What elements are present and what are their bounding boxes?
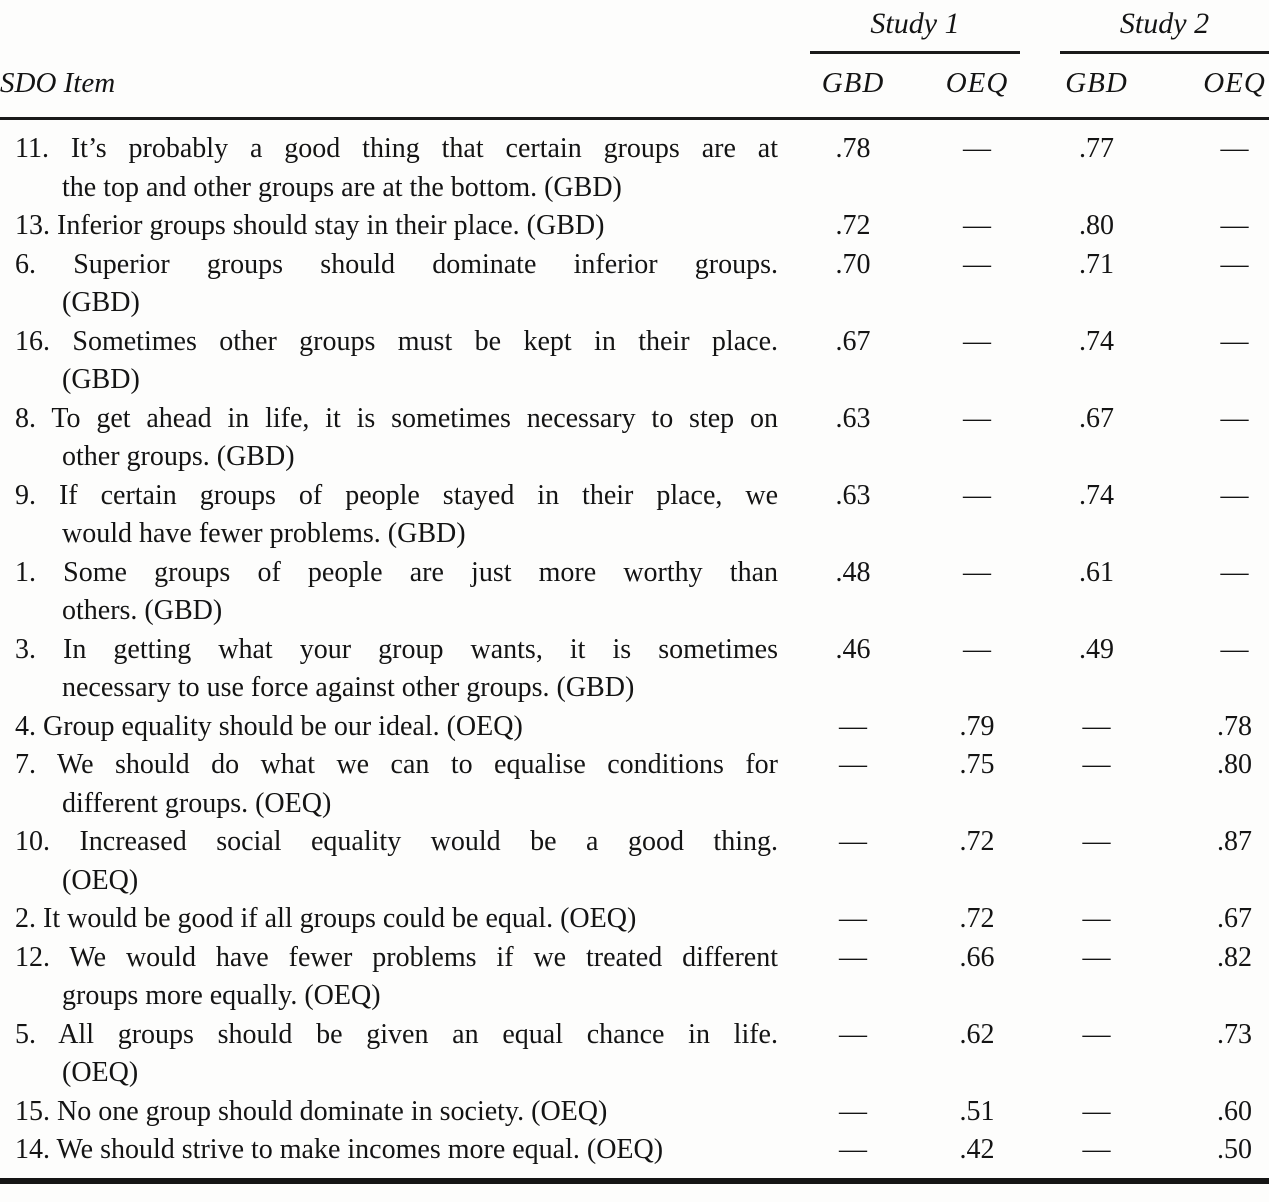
study1-label: Study 1 [870, 7, 960, 40]
item-line-first: 5. All groups should be given an equal chance in life. [15, 1018, 778, 1050]
item-line-first: 12. We would have fewer problems if we treated different [15, 941, 778, 973]
item-line-first: 11. It’s probably a good thing that certain groups are at [15, 133, 778, 164]
table-row [0, 939, 1269, 1016]
value-study2-gbd: .67 [1079, 402, 1114, 434]
value-study2-gbd: — [1082, 749, 1111, 780]
value-study1-oeq: .72 [959, 903, 995, 934]
item-line-first: 16. Sometimes other groups must be kept in their place. [15, 325, 778, 357]
study2-label: Study 2 [1119, 7, 1210, 40]
item-line-first: 7. We should do what we can to equalise conditions for [15, 749, 778, 780]
table-row [0, 746, 1269, 823]
value-study2-oeq: .80 [1217, 749, 1252, 780]
item-line-first: 2. It would be good if all groups could be equal. (OEQ) [15, 903, 637, 934]
table-row [0, 708, 1269, 747]
value-study1-oeq: — [963, 556, 991, 588]
sdo-item-text [0, 631, 790, 708]
value-study1-oeq: .62 [959, 1018, 995, 1050]
item-line-first: 9. If certain groups of people stayed in their place, we [15, 479, 778, 511]
study2-underline [1060, 6, 1269, 54]
value-study1-oeq: .66 [959, 941, 995, 973]
table-bottom-rule [0, 1178, 1269, 1184]
sdo-item-text [0, 119, 790, 208]
value-study2-gbd: .61 [1079, 556, 1114, 588]
value-study2-oeq: .82 [1217, 941, 1252, 973]
item-line-first: 4. Group equality should be our ideal. (OEQ) [15, 710, 523, 742]
value-study2-oeq: — [1220, 210, 1249, 241]
value-study2-oeq: — [1220, 479, 1249, 511]
item-line-first: 6. Superior groups should dominate inferior groups. [15, 248, 778, 280]
item-line-continuation: necessary to use force against other groups. (GBD) [62, 672, 635, 703]
sdo-item-text [0, 323, 790, 400]
sdo-item-text [0, 207, 790, 246]
sdo-item-text [0, 1016, 790, 1093]
table-row [0, 323, 1269, 400]
study1-underline [810, 6, 1020, 54]
value-study2-oeq: — [1220, 556, 1249, 588]
value-study2-oeq: .67 [1217, 903, 1252, 934]
value-study1-oeq: .72 [959, 826, 995, 857]
item-line-continuation: (OEQ) [62, 864, 139, 896]
value-study1-gbd: — [839, 941, 867, 973]
item-line-first: 13. Inferior groups should stay in their place. (GBD) [15, 210, 605, 241]
value-study1-gbd: .67 [835, 325, 871, 357]
item-line-continuation: the top and other groups are at the bottom. (GBD) [62, 171, 622, 203]
value-study1-gbd: .46 [835, 633, 871, 665]
table-row [0, 119, 1269, 208]
value-study1-gbd: — [839, 749, 867, 780]
value-study1-gbd: .78 [835, 133, 871, 164]
value-study2-gbd: .74 [1079, 325, 1114, 357]
sdo-item-text [0, 1093, 790, 1132]
study-header-spacer [0, 0, 790, 54]
table-row [0, 554, 1269, 631]
value-study1-gbd: — [839, 1018, 867, 1050]
value-study1-gbd: — [839, 1134, 867, 1165]
value-study1-oeq: — [963, 210, 991, 241]
sdo-item-text [0, 246, 790, 323]
item-line-continuation: groups more equally. (OEQ) [62, 980, 381, 1011]
value-study2-gbd: — [1082, 941, 1111, 973]
value-study2-oeq: .60 [1217, 1095, 1252, 1127]
value-study1-gbd: .70 [835, 248, 871, 280]
value-study1-oeq: — [963, 479, 991, 511]
value-study2-oeq: — [1220, 248, 1249, 280]
value-study1-oeq: — [963, 133, 991, 164]
value-study2-oeq: .50 [1217, 1134, 1252, 1165]
value-study2-gbd: — [1082, 903, 1111, 934]
item-line-continuation: would have fewer problems. (GBD) [62, 518, 466, 549]
sdo-item-text [0, 554, 790, 631]
value-study1-gbd: — [839, 710, 867, 742]
item-line-first: 15. No one group should dominate in society. (OEQ) [15, 1095, 608, 1127]
item-line-first: 3. In getting what your group wants, it is sometimes [15, 633, 778, 665]
value-study1-oeq: .51 [959, 1095, 995, 1127]
table-row [0, 207, 1269, 246]
value-study2-oeq: .87 [1217, 826, 1252, 857]
study2-header-cell [1038, 0, 1269, 54]
value-study2-oeq: — [1220, 402, 1249, 434]
column-header-row [0, 54, 1269, 119]
sdo-item-text [0, 939, 790, 1016]
value-study1-gbd: — [839, 903, 867, 934]
sdo-item-text [0, 746, 790, 823]
table-row [0, 823, 1269, 900]
value-study2-gbd: — [1082, 1018, 1111, 1050]
value-study2-oeq: — [1220, 325, 1249, 357]
value-study2-oeq: .78 [1217, 710, 1252, 742]
value-study1-gbd: .48 [835, 556, 871, 588]
sdo-item-column-header: SDO Item [0, 54, 790, 119]
item-line-continuation: (OEQ) [62, 1057, 139, 1088]
sdo-item-text [0, 900, 790, 939]
item-line-first: 1. Some groups of people are just more worthy than [15, 556, 778, 588]
study1-header-cell [790, 0, 1038, 54]
value-study2-oeq: .73 [1217, 1018, 1252, 1050]
value-study1-gbd: — [839, 1095, 867, 1127]
value-study1-gbd: .72 [835, 210, 871, 241]
value-study1-oeq: — [963, 633, 991, 665]
item-line-first: 10. Increased social equality would be a good thing. [15, 826, 778, 857]
value-study2-gbd: .74 [1079, 479, 1114, 511]
item-line-first: 14. We should strive to make incomes more equal. (OEQ) [15, 1134, 664, 1165]
value-study1-oeq: — [963, 325, 991, 357]
table-row [0, 477, 1269, 554]
value-study1-gbd: — [839, 826, 867, 857]
value-study2-oeq: — [1220, 133, 1249, 164]
value-study1-oeq: — [963, 402, 991, 434]
value-study2-gbd: .77 [1079, 133, 1114, 164]
value-study1-oeq: — [963, 248, 991, 280]
item-line-first: 8. To get ahead in life, it is sometimes necessary to step on [15, 402, 778, 434]
sdo-item-text [0, 708, 790, 747]
item-line-continuation: (GBD) [62, 364, 140, 395]
value-study1-oeq: .79 [959, 710, 995, 742]
table-row [0, 400, 1269, 477]
column-header-study2-oeq: OEQ [1155, 54, 1269, 119]
sdo-item-text [0, 477, 790, 554]
table-row [0, 246, 1269, 323]
table-row [0, 1016, 1269, 1093]
sdo-item-text [0, 823, 790, 900]
value-study1-gbd: .63 [835, 402, 871, 434]
value-study2-gbd: — [1082, 1134, 1111, 1165]
column-header-study1-gbd: GBD [790, 54, 916, 119]
sdo-item-text [0, 400, 790, 477]
sdo-item-text [0, 1131, 790, 1170]
item-line-continuation: different groups. (OEQ) [62, 787, 332, 819]
item-line-continuation: others. (GBD) [62, 595, 223, 626]
item-line-continuation: (GBD) [62, 287, 140, 318]
value-study1-gbd: .63 [835, 479, 871, 511]
value-study2-gbd: — [1082, 826, 1111, 857]
table-row [0, 900, 1269, 939]
table-row [0, 1131, 1269, 1170]
value-study1-oeq: .75 [959, 749, 995, 780]
column-header-study2-gbd: GBD [1038, 54, 1155, 119]
column-header-study1-oeq: OEQ [916, 54, 1038, 119]
value-study2-gbd: .71 [1079, 248, 1114, 280]
value-study1-oeq: .42 [959, 1134, 995, 1165]
item-line-continuation: other groups. (GBD) [62, 441, 295, 472]
value-study2-gbd: .80 [1079, 210, 1114, 241]
study-header-row [0, 0, 1269, 54]
table-row [0, 631, 1269, 708]
value-study2-gbd: — [1082, 710, 1111, 742]
table-row [0, 1093, 1269, 1132]
value-study2-gbd: .49 [1079, 633, 1114, 665]
value-study2-oeq: — [1220, 633, 1249, 665]
value-study2-gbd: — [1082, 1095, 1111, 1127]
